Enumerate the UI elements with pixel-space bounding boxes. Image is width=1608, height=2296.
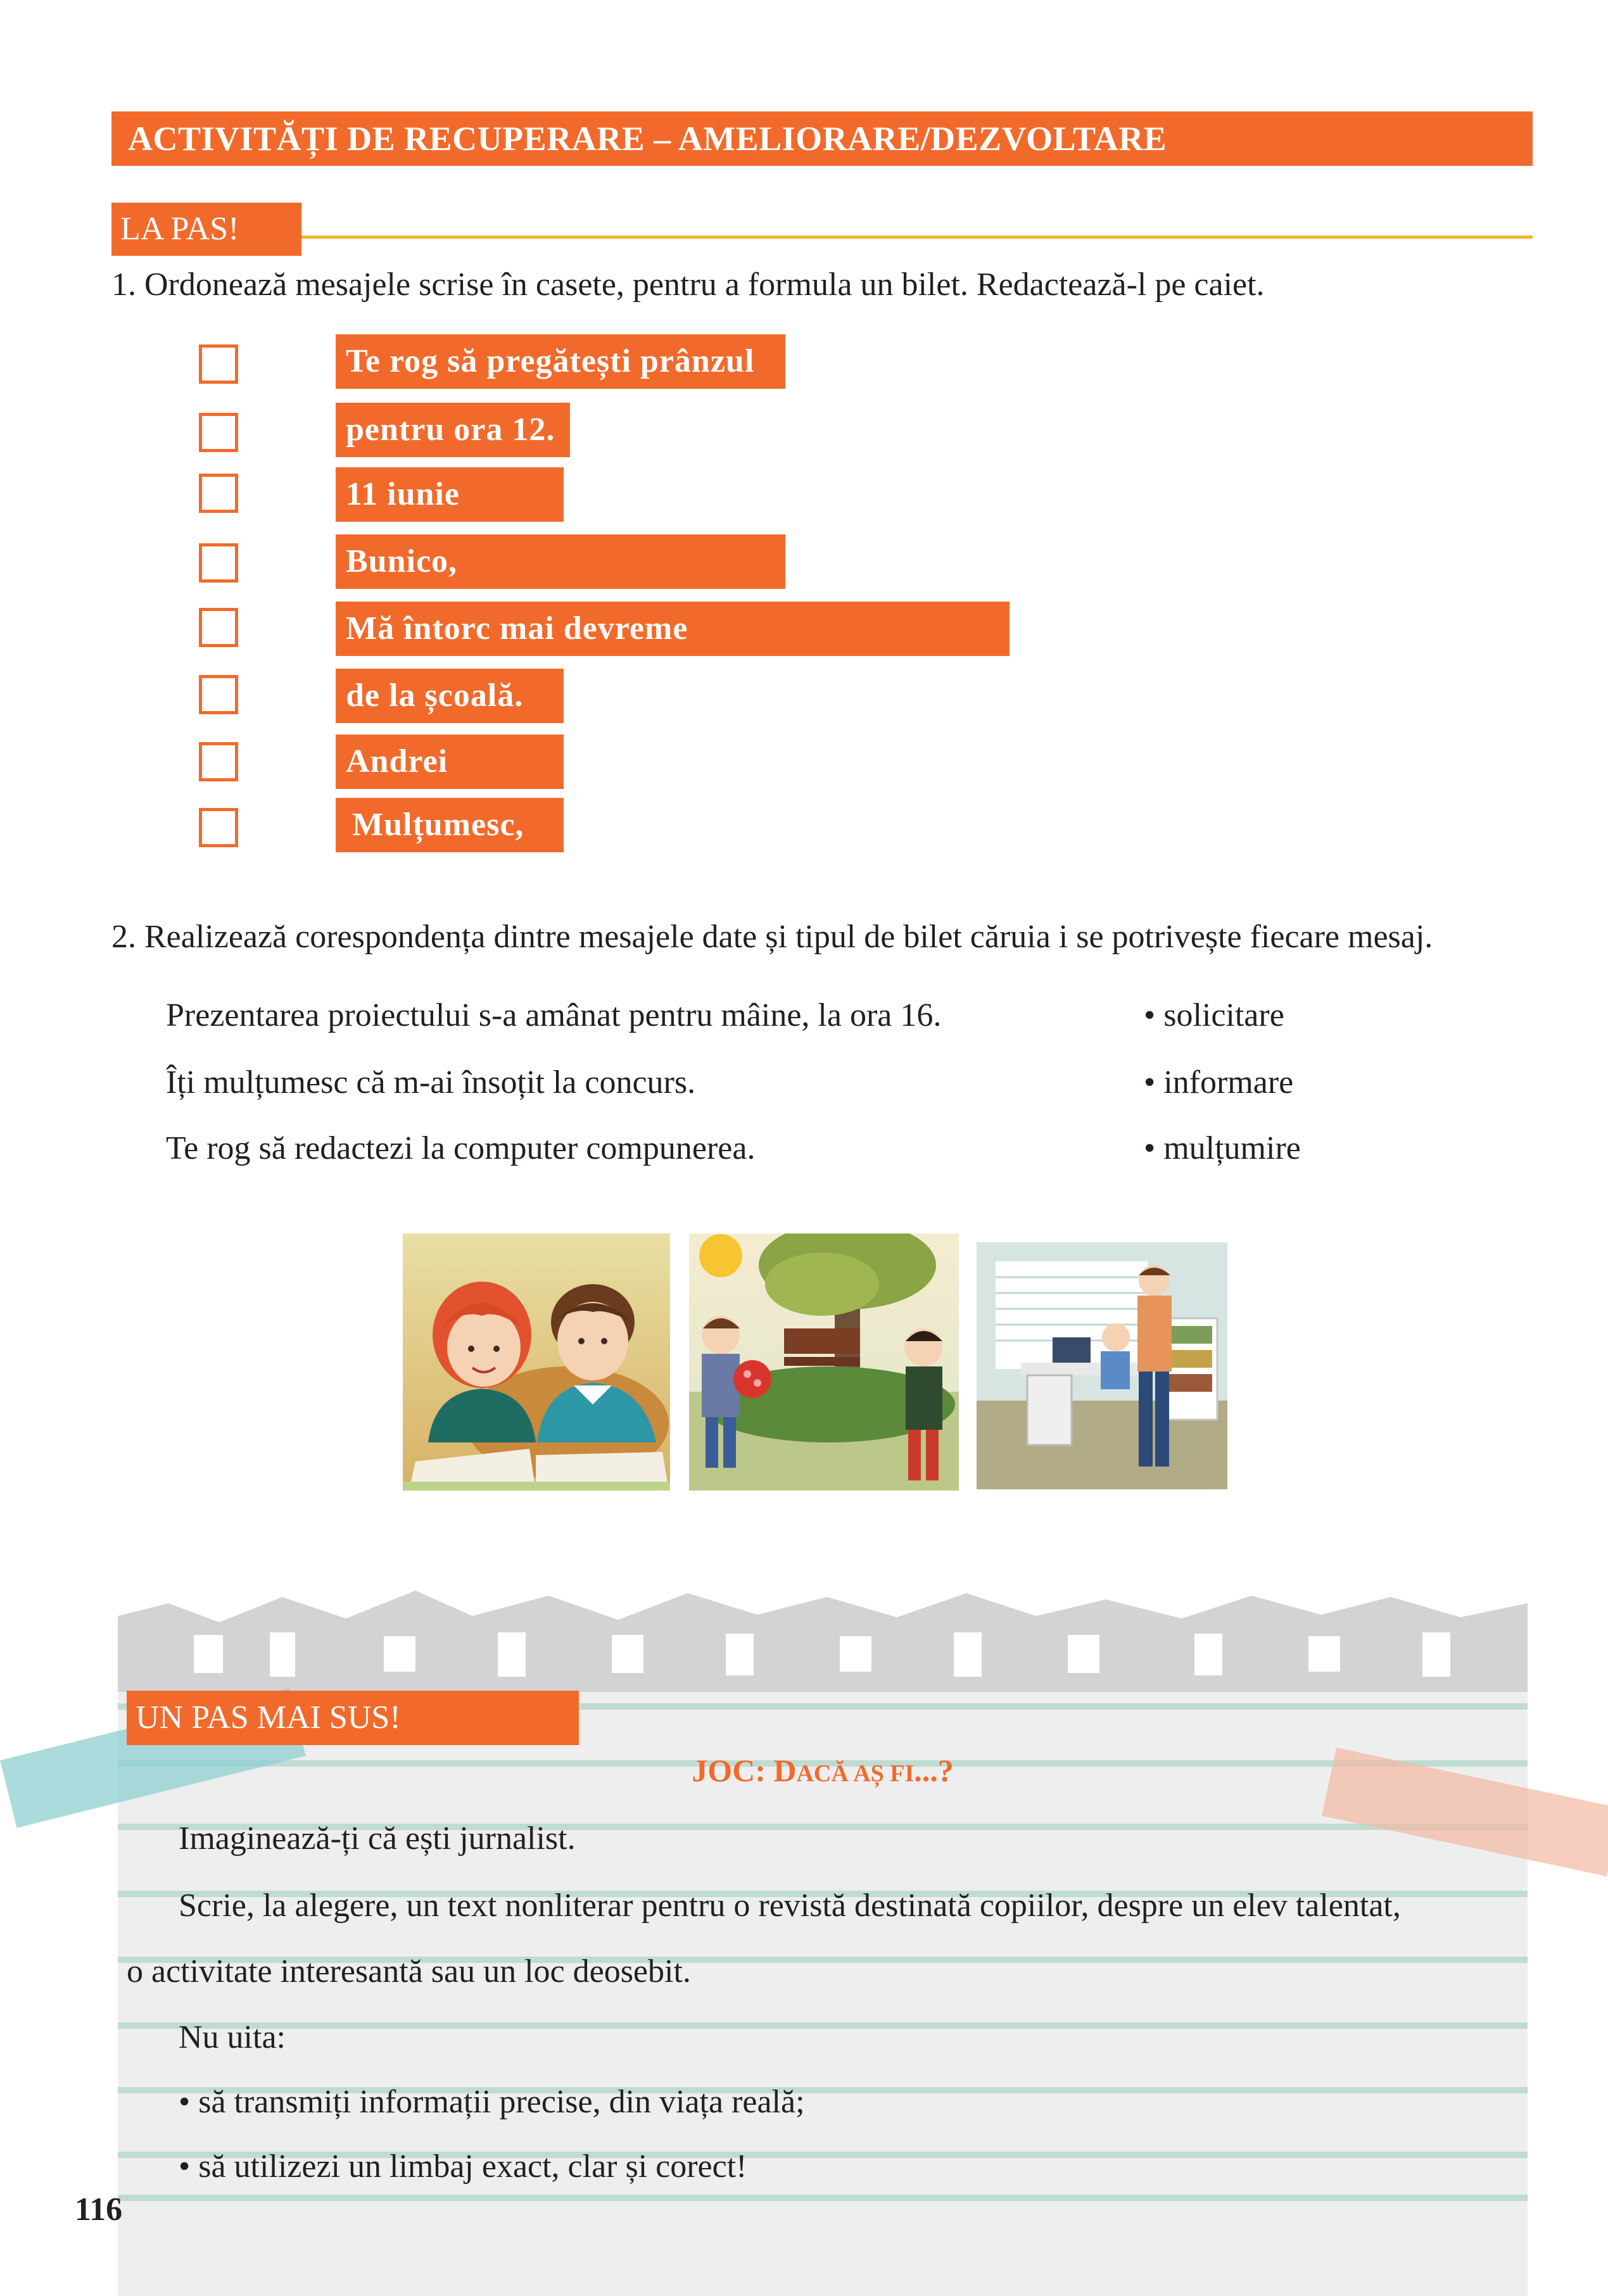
task-line-6: • să utilizezi un limbaj exact, clar și corect! [179, 2148, 747, 2185]
type-solicitare: • solicitare [1144, 997, 1284, 1033]
order-checkbox-8[interactable] [199, 808, 238, 847]
message-box-8: Mulțumesc, [336, 798, 564, 852]
order-checkbox-7[interactable] [199, 742, 238, 781]
task-line-3: o activitate interesantă sau un loc deosebit. [127, 1953, 691, 1990]
notebook-rule-9 [118, 2195, 1528, 2201]
order-checkbox-4[interactable] [199, 543, 238, 583]
type-multumire: • mulțumire [1144, 1130, 1301, 1166]
exercise-1-prompt: 1. Ordonează mesajele scrise în casete, pentru a formula un bilet. Redactează-l pe caiet. [111, 267, 1265, 303]
message-box-1: Te rog să pregătești prânzul [336, 334, 785, 389]
task-line-4: Nu uita: [179, 2019, 286, 2055]
order-checkbox-1[interactable] [199, 344, 238, 384]
la-pas-divider [301, 236, 1533, 239]
message-2: Îți mulțumesc că m-ai însoțit la concurs. [166, 1064, 696, 1101]
order-checkbox-6[interactable] [199, 675, 238, 714]
order-checkbox-5[interactable] [199, 608, 238, 647]
children-writing-icon [403, 1233, 670, 1491]
la-pas-tab: LA PAS! [111, 203, 301, 256]
un-pas-mai-sus-tab: UN PAS MAI SUS! [127, 1691, 579, 1745]
message-box-6: de la școală. [336, 669, 564, 723]
boy-giving-flowers-icon [689, 1233, 959, 1491]
message-box-7: Andrei [336, 735, 564, 789]
message-3: Te rog să redactezi la computer compunerea. [166, 1130, 756, 1166]
game-title-suffix: ...? [914, 1753, 954, 1788]
game-title-prefix: JOC: D [692, 1753, 797, 1788]
task-line-2: Scrie, la alegere, un text nonliterar pentru o revistă destinată copiilor, despre un elev talentat, [179, 1888, 1401, 1924]
order-checkbox-2[interactable] [199, 413, 238, 452]
game-title [118, 1751, 1528, 1793]
order-checkbox-3[interactable] [199, 474, 238, 513]
exercise-2-prompt: 2. Realizează corespondența dintre mesajele date și tipul de bilet căruia i se potrivește fiecare mesaj. [111, 919, 1433, 955]
task-line-5: • să transmiți informații precise, din viața reală; [179, 2084, 805, 2120]
message-1: Prezentarea proiectului s-a amânat pentru mâine, la ora 16. [166, 997, 942, 1033]
type-informare: • informare [1144, 1064, 1294, 1101]
message-box-4: Bunico, [336, 534, 785, 589]
father-son-computer-icon [977, 1242, 1227, 1489]
message-box-2: pentru ora 12. [336, 403, 570, 457]
torn-paper-edge [118, 1578, 1528, 1692]
message-box-3: 11 iunie [336, 467, 564, 522]
page-number: 116 [75, 2192, 123, 2228]
message-box-5: Mă întorc mai devreme [336, 602, 1010, 656]
game-title-smallcaps: ACĂ AȘ FI [796, 1760, 915, 1787]
notebook-rule-6 [118, 2022, 1528, 2029]
section-banner: ACTIVITĂȚI DE RECUPERARE – AMELIORARE/DEZVOLTARE [111, 111, 1533, 166]
task-line-1: Imaginează-ți că ești jurnalist. [179, 1820, 576, 1857]
